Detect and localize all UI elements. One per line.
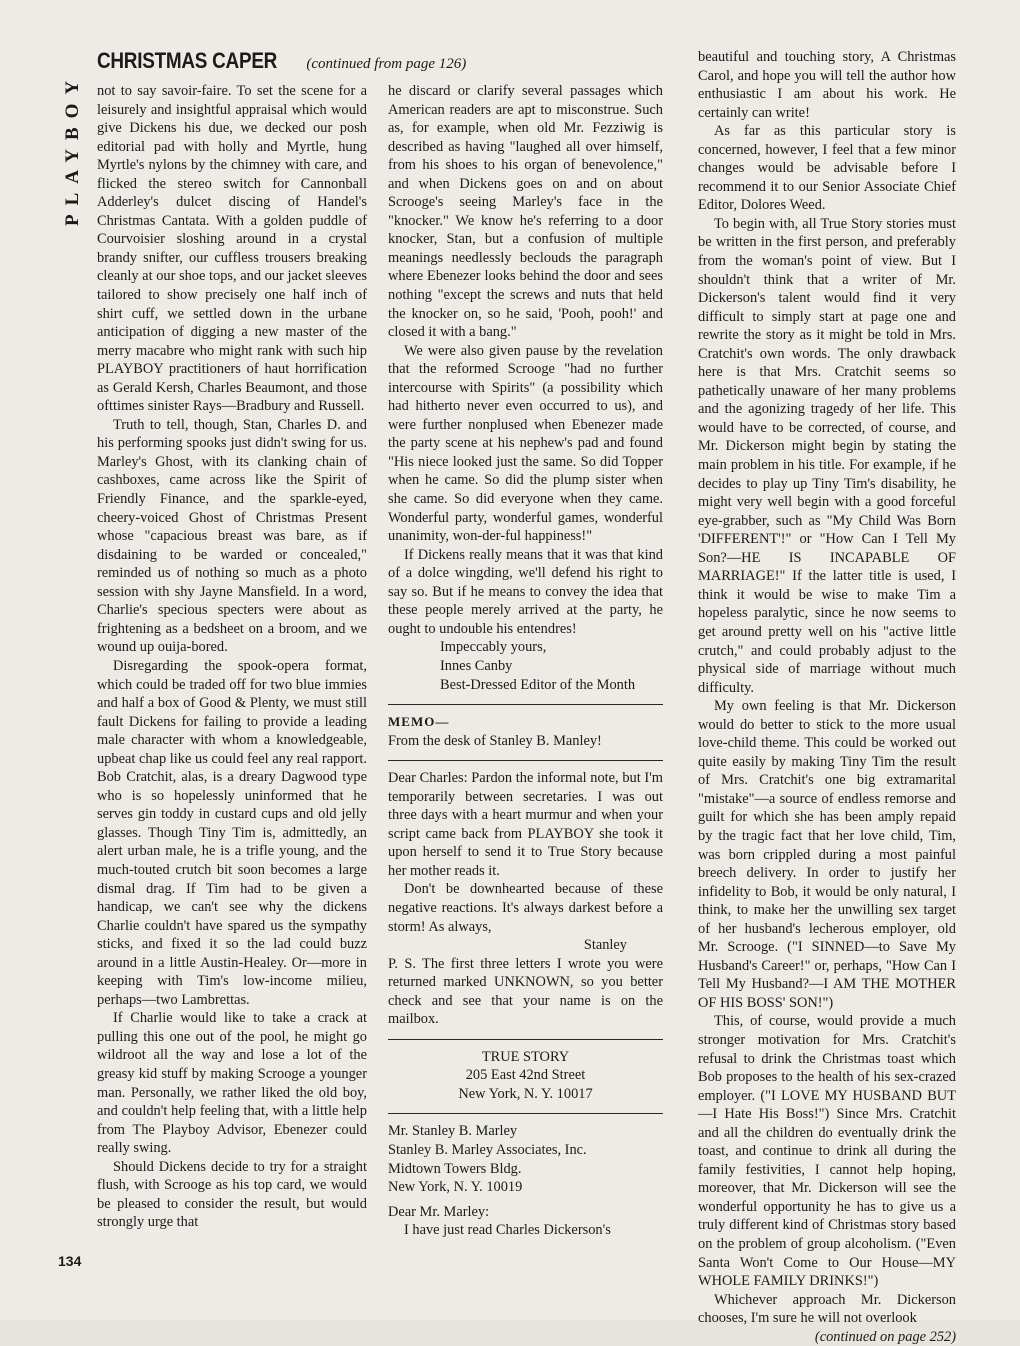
article-title: CHRISTMAS CAPER [97,48,278,73]
divider [388,760,663,761]
paragraph: If Charlie would like to take a crack at pulling this one out of the pool, he might go wildroot all the way and lose a lot of the greasy kid stuff by making Scrooge a younger man. Personally, we rather liked the old boy, and couldn't help feeling that, with a little help from The Playboy Advisor, Ebenezer could really swing. [97,1010,367,1157]
divider [388,704,663,705]
divider [388,1039,663,1040]
memo-paragraph: Don't be downhearted because of these negative reactions. It's always darkest before a storm! As always, [388,881,663,935]
letterhead-line: 205 East 42nd Street [465,1067,586,1084]
paragraph: To begin with, all True Story stories must be written in the first person, and preferably from the woman's point of view. But I shouldn't think that a writer of Mr. Dickerson's talent would find it very difficult to simply start at page one and rewrite the story as it might be told in Mrs. Cratchit's own words. The only drawback here is that Mrs. Cratchit seems so pathetically unaware of her many problems and the agonizing tragedy of her life. This would have to be corrected, of course, and Mr. Dickerson might begin by stating the main problem in his title. For example, if he decides to play up Tiny Tim's disability, he might very well begin with a good forceful eye-grabber, such as "My Child Was Born 'DIFFERENT'!" or "How Can I Tell My Son?—HE IS INCAPABLE OF MARRIAGE!" If the latter title is used, I think it would be wise to make Tim a hopeless paralytic, since he now seems to get around pretty well on his "active little crutch," and could probably adjust to the physical side of marriage without much difficulty. [698,215,956,696]
salutation: Dear Mr. Marley: [388,1203,490,1220]
paragraph: Disregarding the spook-opera format, which could be traded off for two blue immies and half a box of Good & Plenty, we must still fault Dickens for failing to provide a leading male character with whom a knowledgeable, upbeat chap like us could feel any real rapport. Bob Cratchit, alas, is a dreary Dagwood type who is so hopelessly uninformed that he serves gin toddy in custard cups and old jelly glasses. Though Tiny Tim is, admittedly, an alert urban male, he is a trifle young, and the much-touted crutch bit soon becomes a large dismal drag. If Tim had to be given a handicap, we can't see why the dickens Charlie couldn't have spared us the sympathy sticks, and fixed it so the lad could buzz around in a little Austin-Healey. Or—more in keeping with Tim's low-income milieu, perhaps—two Lambrettas. [97,657,367,1008]
paragraph: he discard or clarify several passages which American readers are apt to misconstrue. Such as, for example, when old Mr. Fezziwig is described as having "laughed all over himself, from his shoes to his organ of benevolence," and when Dickens goes on and on about Scrooge's seeing Marley's face in the "knocker." We know he's referring to a door knocker, Stan, but a confusion of multiple meanings needlessly beclouds the paragraph where Ebenezer looks behind the door and sees nothing "except the screws and nuts that held the knocker on, so he said, 'Pooh, pooh!' and closed it with a bang." [388,83,663,341]
paragraph: Truth to tell, though, Stan, Charles D. and his performing spooks just didn't swing for us. Marley's Ghost, with its clanking chain of cashboxes, came across like the Spirit of Friendly Finance, and the sparkle-eyed, cheery-voiced Ghost of Christmas Present whose "capacious breast was bare, as if disdaining to be warded or concealed," reminded us of nothing so much as a photo session with shy Jayne Mansfield. In a word, Charlie's specious specters were about as frightening as a bedsheet on a broom, and we wound up ouija-bored. [97,416,367,656]
article-header [97,48,466,84]
paragraph: My own feeling is that Mr. Dickerson would do better to stick to the more usual love-child theme. This could be worked out quite easily by making Tiny Tim the result of Mrs. Cratchit's one big extramarital "mistake"—a source of endless remorse and guilt for which she has been amply repaid by the tragic fact that her love child, Tim, was born crippled during a most painful breech delivery. In order to justify her infidelity to Bob, it would be only natural, I think, to make her the unwilling sex target of her husband's lecherous employer, old Mr. Scrooge. ("I SINNED—to Save My Husband's Career!" or, perhaps, "How Can I Tell My Husband?—I AM THE MOTHER OF HIS BOSS' SON!") [698,698,956,1011]
paragraph: This, of course, would provide a much stronger motivation for Mrs. Cratchit's refusal to drink the Christmas toast which Bob proposes to the health of his sex-crazed employer. ("I LOVE MY HUSBAND BUT—I Hate His Boss!") Since Mrs. Cratchit and all the children do eventually drink the toast, and continue to drink all during the family festivities, I cannot help hoping, moreover, that Mr. Dickerson will see the wonderful opportunity he has to give us a truly different kind of Christmas story based on the problem of group alcoholism. ("Even Santa Won't Come to Our House—MY WHOLE FAMILY DRINKS!") [698,1013,956,1290]
signoff-line: Innes Canby [440,657,513,674]
memo-label: MEMO— [388,714,450,730]
page-number: 134 [58,1253,82,1269]
divider [388,1113,663,1114]
continued-from: (continued from page 126) [306,56,467,72]
paragraph: Whichever approach Mr. Dickerson chooses, I'm sure he will not overlook [698,1291,956,1327]
spine-word: PLAYBOY [62,71,83,226]
paragraph: Should Dickens decide to try for a straight flush, with Scrooge as his top card, we would be pleased to consider the result, but would strongly urge that [97,1158,367,1231]
memo-signature: Stanley [583,937,627,954]
address-line: Midtown Towers Bldg. [388,1160,522,1177]
paragraph: beautiful and touching story, A Christmas Carol, and hope you will tell the author how enthusiastic I am about his work. He certainly can write! [698,49,956,121]
letterhead [388,1048,663,1104]
address-line: New York, N. Y. 10019 [388,1179,523,1196]
address-block [388,1122,663,1196]
letter-paragraph: I have just read Charles Dickerson's [404,1222,611,1239]
paragraph: We were also given pause by the revelation that the reformed Scrooge "had no further intercourse with Spirits" (a possibility which had hitherto never even occurred to us), and were further nonplused when Ebenezer made the party scene at his nephew's pad and found "His niece looked just the same. So did Topper when he came. So did the plump sister when she came. So did everyone when they came. Wonderful party, wonderful games, wonderful unanimity, won-der-ful happiness!" [388,342,663,545]
paragraph: not to say savoir-faire. To set the scene for a leisurely and insightful appraisal which would give Dickens his due, we decked our posh editorial pad with holly and Myrtle, hung Myrtle's nylons by the chimney with care, and flicked the stereo switch for Cannonball Adderley's dulcet discing of Handel's Christmas Cantata. With a golden puddle of Courvoisier sloshing around in a crystal brandy snifter, our cuffless trousers breaking cleanly at our shoe tops, and our jacket sleeves tailored to show precisely one half inch of shirt cuff, we settled down in the urbane anticipation of digging a new master of the merry macabre who might rank with such hip PLAYBOY practitioners of haut horrification as Gerald Kersh, Charles Beaumont, and those ofttimes sinister Rays—Bradbury and Russell. [97,83,367,415]
memo-paragraph: Dear Charles: Pardon the informal note, but I'm temporarily between secretaries. I was out three days with a heart murmur and when your script came back from PLAYBOY she took it upon herself to send it to True Story because her mother reads it. [388,770,663,879]
signoff-line: Best-Dressed Editor of the Month [440,676,636,693]
column-3 [698,48,956,1346]
memo-from: From the desk of Stanley B. Manley! [388,732,602,749]
column-2 [388,82,663,1240]
letterhead-line: New York, N. Y. 10017 [458,1085,593,1102]
address-line: Stanley B. Marley Associates, Inc. [388,1141,587,1158]
address-line: Mr. Stanley B. Marley [388,1123,518,1140]
column-1 [97,82,367,1232]
memo-postscript: P. S. The first three letters I wrote you were returned marked UNKNOWN, so you better check and see that your name is on the mailbox. [388,955,663,1028]
paragraph: If Dickens really means that it was that kind of a dolce wingding, we'll defend his right to say so. But if he means to convey the idea that these people merely arrived at the party, he ought to undouble his entendres! [388,546,663,637]
continued-on: (continued on page 252) [814,1328,956,1345]
signoff [388,638,663,694]
paragraph: As far as this particular story is concerned, however, I feel that a few minor changes would be advisable before I recommend it to our Senior Associate Chief Editor, Dolores Weed. [698,123,956,214]
letterhead-line: TRUE STORY [481,1048,570,1065]
signoff-line: Impeccably yours, [440,639,547,656]
